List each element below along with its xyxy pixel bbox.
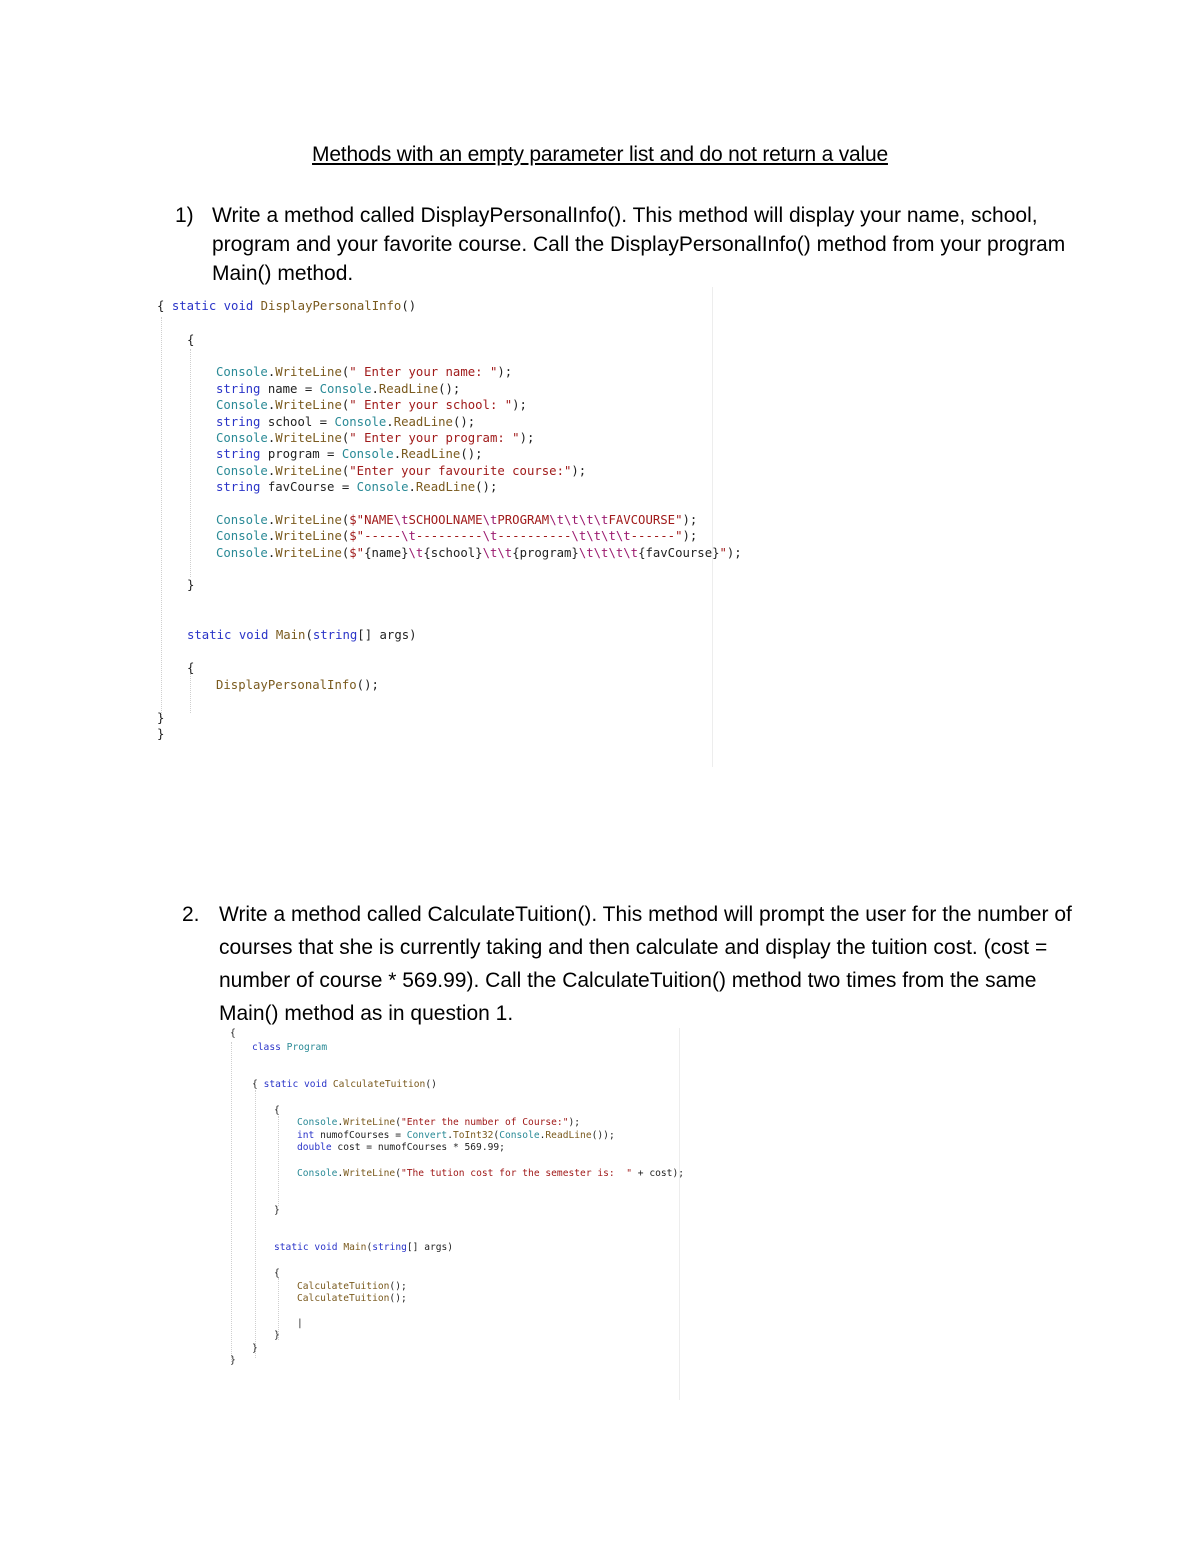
- code1-line-15: static void Main(string[] args): [187, 628, 417, 642]
- code2-line-3: { static void CalculateTuition(): [252, 1079, 437, 1090]
- question-1-text: Write a method called DisplayPersonalInfo(). This method will display your name, school, program and your favorite course. Call the DisplayPersonalInfo() method from your program Main() method.: [212, 204, 1066, 285]
- code2-line-4: {: [274, 1105, 280, 1116]
- code-block-1: [157, 297, 742, 767]
- code1-line-13: Console.WriteLine($"{name}\t{school}\t\t{program}\t\t\t\t{favCourse}");: [216, 546, 742, 560]
- code1-line-16: {: [187, 661, 195, 675]
- code2-line-17: }: [230, 1355, 236, 1366]
- code-block-2: [228, 1028, 685, 1400]
- code1-line-3: Console.WriteLine(" Enter your name: ");: [216, 365, 513, 379]
- question-2: [182, 898, 1082, 1030]
- code1-line-4: string name = Console.ReadLine();: [216, 382, 461, 396]
- code1-line-18: }: [157, 711, 165, 725]
- code2-line-2: class Program: [252, 1042, 328, 1053]
- question-1: [175, 201, 1075, 288]
- code1-line-2: {: [187, 333, 195, 347]
- code2-line-13: CalculateTuition();: [297, 1293, 407, 1304]
- code1-line-7: Console.WriteLine(" Enter your program: ");: [216, 431, 535, 445]
- question-1-number: 1): [175, 204, 194, 227]
- code2-line-15: }: [274, 1330, 280, 1341]
- code2-line-12: CalculateTuition();: [297, 1281, 407, 1292]
- code1-line-10: string favCourse = Console.ReadLine();: [216, 480, 498, 494]
- question-2-text: Write a method called CalculateTuition(). This method will prompt the user for the number of courses that she is currently taking and then calculate and display the tuition cost. (cost = number of course * 569.99). Call the CalculateTuition() method two times from the same Main() method as in question 1.: [219, 903, 1072, 1025]
- code2-line-14: |: [297, 1318, 303, 1329]
- code1-line-17: DisplayPersonalInfo();: [216, 678, 379, 692]
- code2-line-8: Console.WriteLine("The tution cost for the semester is: " + cost);: [297, 1168, 685, 1179]
- code1-line-8: string program = Console.ReadLine();: [216, 447, 483, 461]
- code2-line-5: Console.WriteLine("Enter the number of Course:");: [297, 1117, 581, 1128]
- code2-line-1: {: [230, 1028, 236, 1039]
- code1-line-5: Console.WriteLine(" Enter your school: ");: [216, 398, 527, 412]
- page-heading: Methods with an empty parameter list and do not return a value: [312, 143, 888, 166]
- code2-line-16: }: [252, 1343, 258, 1354]
- question-2-number: 2.: [182, 903, 200, 926]
- code2-line-11: {: [274, 1268, 280, 1279]
- code1-line-14: }: [187, 578, 195, 592]
- code2-line-6: int numofCourses = Convert.ToInt32(Console.ReadLine());: [297, 1130, 615, 1141]
- code2-line-7: double cost = numofCourses * 569.99;: [297, 1142, 505, 1153]
- code1-line-12: Console.WriteLine($"-----\t---------\t----------\t\t\t\t------");: [216, 529, 698, 543]
- code1-line-6: string school = Console.ReadLine();: [216, 415, 476, 429]
- code2-line-9: }: [274, 1205, 280, 1216]
- code1-line-19: }: [157, 727, 165, 741]
- code1-line-1: { static void DisplayPersonalInfo(): [157, 299, 417, 313]
- code2-line-10: static void Main(string[] args): [274, 1242, 454, 1253]
- code1-line-9: Console.WriteLine("Enter your favourite course:");: [216, 464, 587, 478]
- code1-line-11: Console.WriteLine($"NAME\tSCHOOLNAME\tPROGRAM\t\t\t\tFAVCOURSE");: [216, 513, 698, 527]
